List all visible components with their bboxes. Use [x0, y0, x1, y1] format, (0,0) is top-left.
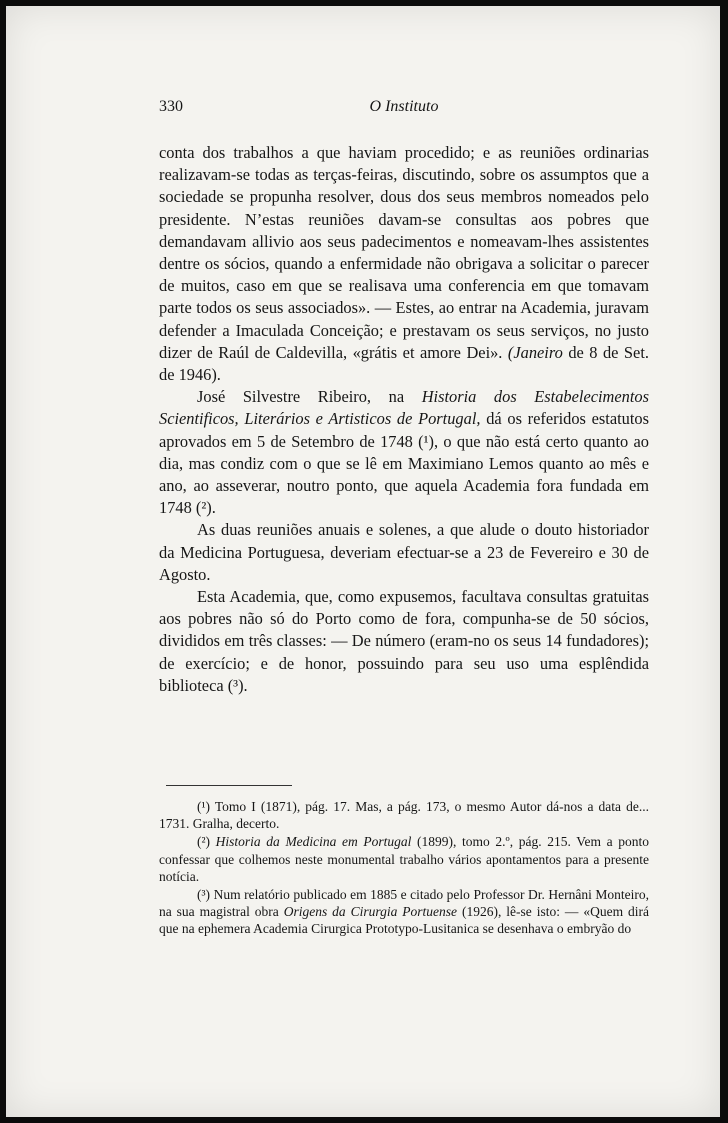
- paragraph-1: [159, 142, 649, 386]
- footnote-separator: [166, 785, 292, 786]
- main-text: [159, 142, 649, 697]
- text-run: conta dos trabalhos a que haviam procedido; e as reuniões ordinarias realizavam-se todas as terças-feiras, discutindo, sobre os assumptos que a sociedade se propunha resolver, dous dos seus membros nomeados pelo presidente. N’estas reuniões davam-se consultas aos pobres que demandavam allivio aos seus padecimentos e nomeavam-lhes assistentes dentre os sócios, quando a enfermidade não obrigava a solicitar o parecer de muitos, caso em que se realisava uma conferencia em que tomavam parte todos os seus associados». — Estes, ao entrar na Academia, juravam defender a Imaculada Conceição; e prestavam os seus serviços, no justo dizer de Raúl de Caldevilla, «grátis et amore Dei».: [159, 143, 649, 362]
- text-run: dá os referidos estatutos aprovados em 5 de Setembro de 1748 (¹), o que não está certo quanto ao dia, mas condiz com o que se lê em Maximiano Lemos quanto ao mês e ano, ao asseverar, noutro ponto, que aquela Academia fora fundada em 1748 (²).: [159, 409, 649, 518]
- paragraph-4: [159, 586, 649, 697]
- paragraph-3: [159, 519, 649, 586]
- text-run: (²): [197, 834, 216, 850]
- text-run: Esta Academia, que, como expusemos, facultava consultas gratuitas aos pobres não só do Porto como de fora, compunha-se de 50 sócios, divididos em três classes: — De número (eram-no os seus 14 fundadores); de exercício; e de honor, possuindo para seu uso uma esplêndida biblioteca (³).: [159, 587, 649, 695]
- text-run: de 8 de Set. de 1946).: [159, 342, 649, 385]
- italic-text: Historia dos Estabelecimentos Scientificos, Literários e Artisticos de Portugal,: [159, 387, 649, 429]
- running-title: O Instituto: [369, 98, 439, 115]
- text-run: José Silvestre Ribeiro, na: [197, 387, 422, 407]
- italic-text: Historia da Medicina em Portugal: [215, 834, 412, 850]
- page-header: [159, 98, 649, 120]
- footnote-3: [159, 886, 649, 938]
- text-run: (1926), lê-se isto: — «Quem dirá que na ephemera Academia Cirurgica Prototypo-Lusitanica se desenhava o embryão do: [159, 904, 649, 937]
- footnotes: [159, 798, 649, 939]
- text-run: (³) Num relatório publicado em 1885 e citado pelo Professor Dr. Hernâni Monteiro, na sua magistral obra: [159, 887, 649, 920]
- footnote-1: [159, 798, 649, 832]
- italic-text: Origens da Cirurgia Portuense: [283, 904, 458, 920]
- paragraph-2: [159, 386, 649, 519]
- text-run: (1899), tomo 2.º, pág. 215. Vem a ponto confessar que colhemos neste monumental trabalho vários apontamentos para a presente notícia.: [159, 834, 649, 884]
- book-page: [6, 6, 720, 1117]
- italic-text: (Janeiro: [507, 342, 563, 362]
- footnote-2: [159, 833, 649, 885]
- text-run: (¹) Tomo I (1871), pág. 17. Mas, a pág. 173, o mesmo Autor dá-nos a data de... 1731. Gralha, decerto.: [159, 799, 649, 832]
- page-number: 330: [159, 98, 183, 115]
- text-run: As duas reuniões anuais e solenes, a que alude o douto historiador da Medicina Portuguesa, deveriam efectuar-se a 23 de Fevereiro e 30 de Agosto.: [159, 520, 649, 584]
